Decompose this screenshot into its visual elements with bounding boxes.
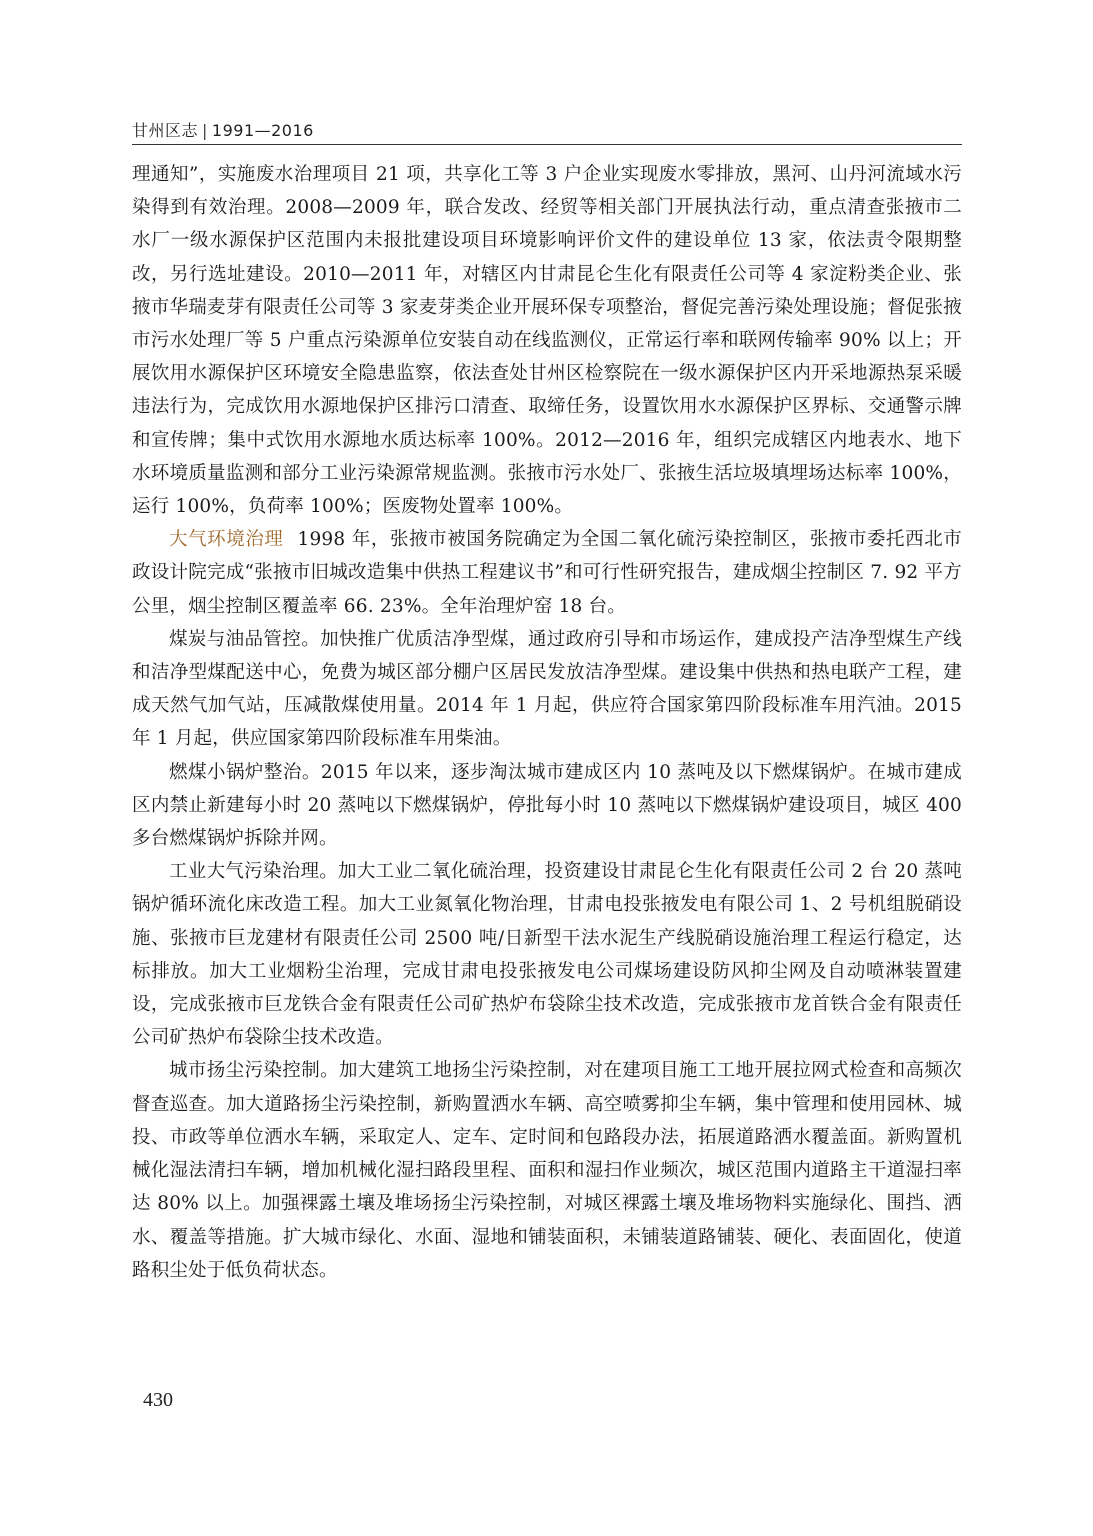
paragraph-3 [132,623,962,756]
paragraph-6 [132,1054,962,1286]
header-rule [132,144,962,145]
paragraph-5-text: 工业大气污染治理。加大工业二氧化硫治理，投资建设甘肃昆仑生化有限责任公司 2 台 20 蒸吨锅炉循环流化床改造工程。加大工业氮氧化物治理，甘肃电投张掖发电有限公司 1、2 号机组脱硝设施、张掖市巨龙建材有限责任公司 2500 吨/日新型干法水泥生产线脱硝设施治理工程运行稳定，达标排放。加大工业烟粉尘治理，完成甘肃电投张掖发电公司煤场建设防风抑尘网及自动喷淋装置建设，完成张掖市巨龙铁合金有限责任公司矿热炉布袋除尘技术改造，完成张掖市龙首铁合金有限责任公司矿热炉布袋除尘技术改造。 [132,861,962,1049]
paragraph-5 [132,855,962,1054]
paragraph-1 [132,158,962,523]
header-years: 1991—2016 [211,121,314,140]
page-number: 430 [143,1389,173,1411]
paragraph-6-text: 城市扬尘污染控制。加大建筑工地扬尘污染控制，对在建项目施工工地开展拉网式检查和高频次督查巡查。加大道路扬尘污染控制，新购置洒水车辆、高空喷雾抑尘车辆，集中管理和使用园林、城投、市政等单位洒水车辆，采取定人、定车、定时间和包路段办法，拓展道路洒水覆盖面。新购置机械化湿法清扫车辆，增加机械化湿扫路段里程、面积和湿扫作业频次，城区范围内道路主干道湿扫率达 80% 以上。加强裸露土壤及堆场扬尘污染控制，对城区裸露土壤及堆场物料实施绿化、围挡、洒水、覆盖等措施。扩大城市绿化、水面、湿地和铺装面积，未铺装道路铺装、硬化、表面固化，使道路积尘处于低负荷状态。 [132,1060,962,1281]
running-header [132,121,314,141]
book-title: 甘州区志 [132,121,199,140]
body-text [132,158,962,1287]
paragraph-4 [132,756,962,856]
header-separator: | [202,121,208,140]
paragraph-4-text: 燃煤小锅炉整治。2015 年以来，逐步淘汰城市建成区内 10 蒸吨及以下燃煤锅炉。在城市建成区内禁止新建每小时 20 蒸吨以下燃煤锅炉，停批每小时 10 蒸吨以下燃煤锅炉建设项目，城区 400 多台燃煤锅炉拆除并网。 [132,761,962,850]
paragraph-2 [132,523,962,623]
paragraph-3-text: 煤炭与油品管控。加快推广优质洁净型煤，通过政府引导和市场运作，建成投产洁净型煤生产线和洁净型煤配送中心，免费为城区部分棚户区居民发放洁净型煤。建设集中供热和热电联产工程，建成天然气加气站，压减散煤使用量。2014 年 1 月起，供应符合国家第四阶段标准车用汽油。2015 年 1 月起，供应国家第四阶段标准车用柴油。 [132,628,962,750]
section-heading-air: 大气环境治理 [169,529,284,551]
paragraph-2-text: 1998 年，张掖市被国务院确定为全国二氧化硫污染控制区，张掖市委托西北市政设计院完成“张掖市旧城改造集中供热工程建议书”和可行性研究报告，建成烟尘控制区 7. 92 平方公里，烟尘控制区覆盖率 66. 23%。全年治理炉窑 18 台。 [132,529,962,617]
paragraph-1-text: 理通知”，实施废水治理项目 21 项，共享化工等 3 户企业实现废水零排放，黑河、山丹河流域水污染得到有效治理。2008—2009 年，联合发改、经贸等相关部门开展执法行动，重点清查张掖市二水厂一级水源保护区范围内未报批建设项目环境影响评价文件的建设单位 13 家，依法责令限期整改，另行选址建设。2010—2011 年，对辖区内甘肃昆仑生化有限责任公司等 4 家淀粉类企业、张掖市华瑞麦芽有限责任公司等 3 家麦芽类企业开展环保专项整治，督促完善污染处理设施；督促张掖市污水处理厂等 5 户重点污染源单位安装自动在线监测仪，正常运行率和联网传输率 90% 以上；开展饮用水源保护区环境安全隐患监察，依法查处甘州区检察院在一级水源保护区内开采地源热泵采暖违法行为，完成饮用水源地保护区排污口清查、取缔任务，设置饮用水水源保护区界标、交通警示牌和宣传牌；集中式饮用水源地水质达标率 100%。2012—2016 年，组织完成辖区内地表水、地下水环境质量监测和部分工业污染源常规监测。张掖市污水处厂、张掖生活垃圾填埋场达标率 100%，运行 100%，负荷率 100%；医废物处置率 100%。 [132,164,962,518]
